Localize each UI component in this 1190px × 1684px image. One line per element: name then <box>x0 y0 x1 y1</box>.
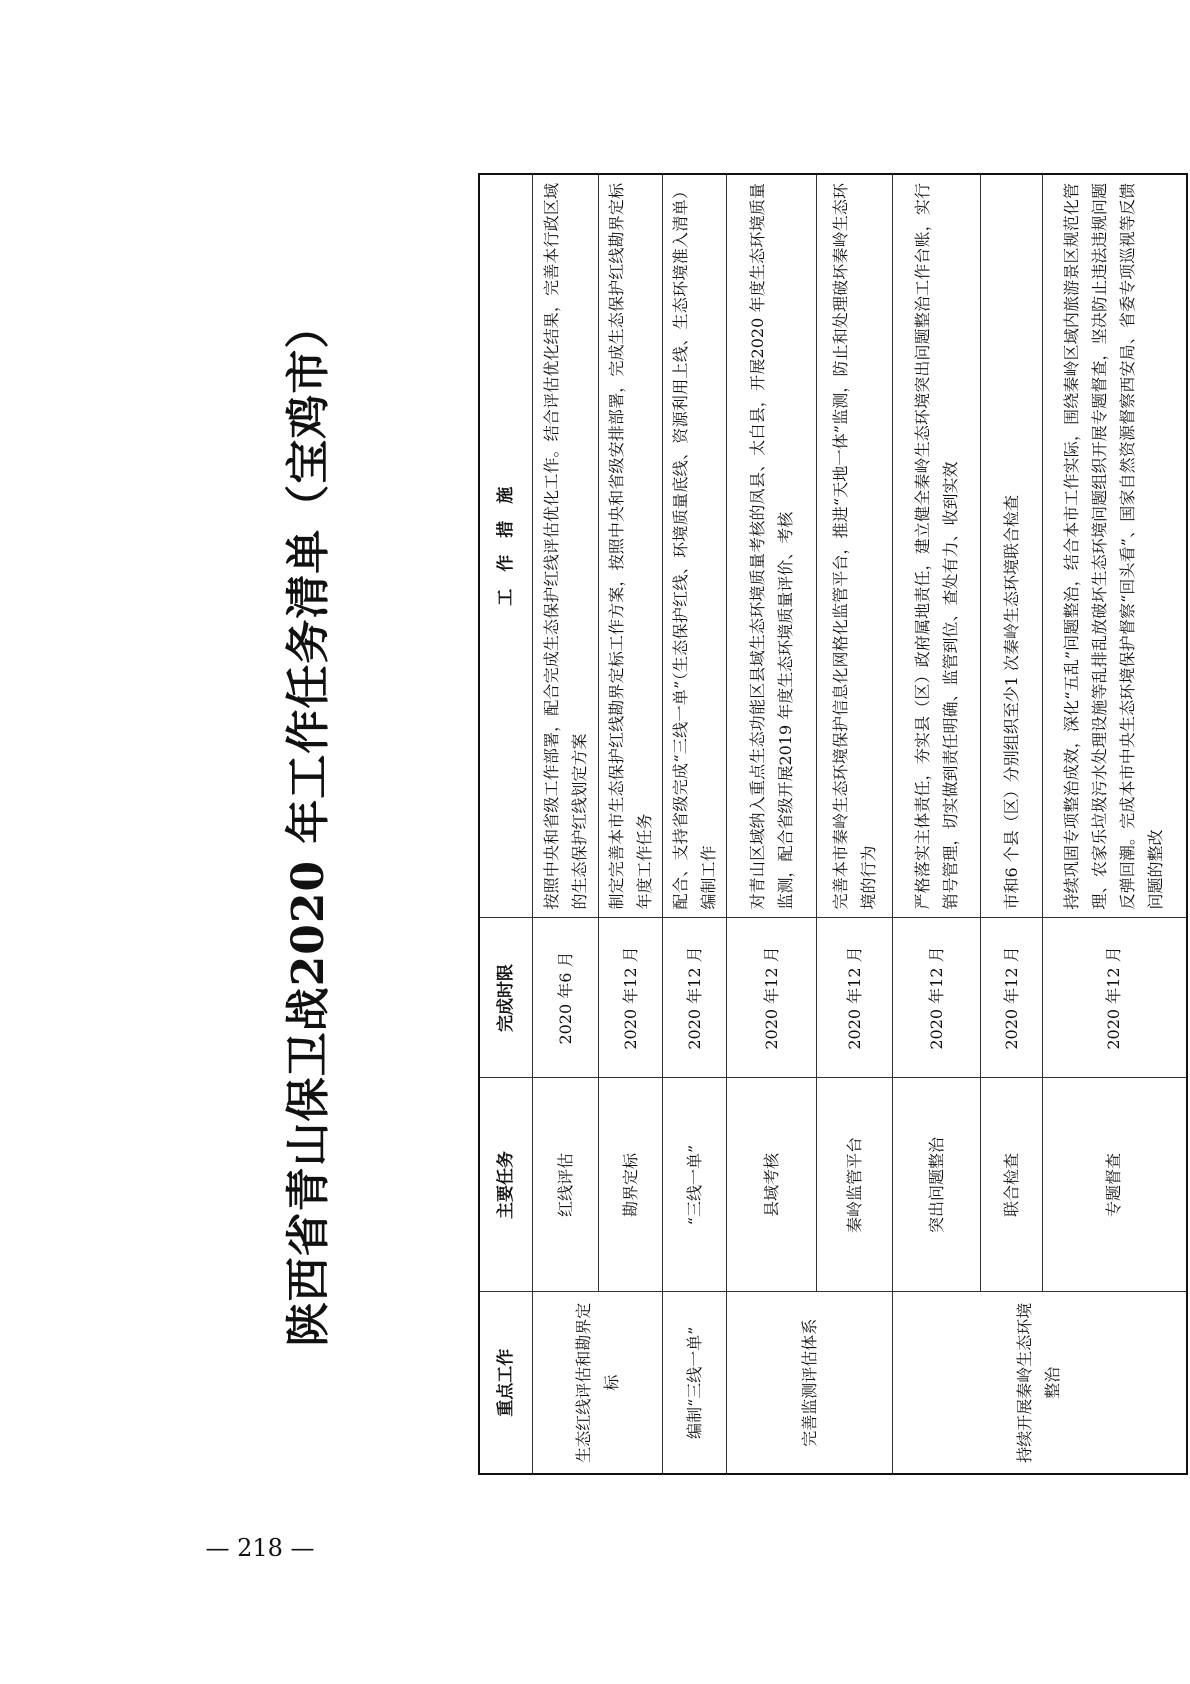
table-row <box>663 174 727 1474</box>
header-main-task: 主要任务 <box>479 1078 533 1292</box>
header-measures: 工 作 措 施 <box>479 174 533 918</box>
deadline-cell: 2020 年12 月 <box>893 918 981 1078</box>
main-task-cell: 勘界定标 <box>599 1078 663 1292</box>
main-task-cell: 突出问题整治 <box>893 1078 981 1292</box>
table-row <box>727 174 817 1474</box>
main-task-cell: “三线一单” <box>663 1078 727 1292</box>
table-row <box>981 174 1043 1474</box>
rotated-page-content <box>270 175 1166 1475</box>
page-number: — 218 — <box>205 1534 315 1562</box>
task-table <box>478 173 1188 1475</box>
measures-cell: 制定完善本市生态保护红线勘界定标工作方案，按照中央和省级安排部署，完成生态保护红线勘界定标年度工作任务 <box>599 174 663 918</box>
key-work-cell: 编制“三线一单” <box>663 1292 727 1474</box>
measures-cell: 按照中央和省级工作部署，配合完成生态保护红线评估优化工作。结合评估优化结果，完善本行政区域的生态保护红线划定方案 <box>533 174 599 918</box>
deadline-cell: 2020 年12 月 <box>817 918 893 1078</box>
table-row <box>817 174 893 1474</box>
table-row <box>1043 174 1187 1474</box>
deadline-cell: 2020 年12 月 <box>727 918 817 1078</box>
measures-cell: 完善本市秦岭生态环境保护信息化网格化监管平台，推进“天地一体”监测，防止和处理破坏秦岭生态环境的行为 <box>817 174 893 918</box>
deadline-cell: 2020 年12 月 <box>599 918 663 1078</box>
key-work-cell: 完善监测评估体系 <box>727 1292 893 1474</box>
header-deadline: 完成时限 <box>479 918 533 1078</box>
deadline-cell: 2020 年12 月 <box>981 918 1043 1078</box>
main-task-cell: 红线评估 <box>533 1078 599 1292</box>
deadline-cell: 2020 年12 月 <box>1043 918 1187 1078</box>
header-key-work: 重点工作 <box>479 1292 533 1474</box>
page-title: 陕西省青山保卫战2020 年工作任务清单（宝鸡市） <box>283 303 334 1347</box>
deadline-cell: 2020 年6 月 <box>533 918 599 1078</box>
measures-cell: 配合、支持省级完成“三线一单”（生态保护红线、环境质量底线、资源利用上线、生态环境准入清单）编制工作 <box>663 174 727 918</box>
table-row <box>599 174 663 1474</box>
main-task-cell: 专题督查 <box>1043 1078 1187 1292</box>
main-task-cell: 秦岭监管平台 <box>817 1078 893 1292</box>
table-row <box>893 174 981 1474</box>
table-row <box>533 174 599 1474</box>
main-task-cell: 县域考核 <box>727 1078 817 1292</box>
table-header-row <box>479 174 533 1474</box>
measures-cell: 严格落实主体责任，夯实县（区）政府属地责任，建立健全秦岭生态环境突出问题整治工作台账，实行销号管理，切实做到责任明确、监管到位、查处有力、收到实效 <box>893 174 981 918</box>
measures-cell: 对青山区域纳入重点生态功能区县域生态环境质量考核的凤县、太白县，开展2020 年度生态环境质量监测，配合省级开展2019 年度生态环境质量评价、考核 <box>727 174 817 918</box>
deadline-cell: 2020 年12 月 <box>663 918 727 1078</box>
main-task-cell: 联合检查 <box>981 1078 1043 1292</box>
measures-cell: 持续巩固专项整治成效，深化“五乱”问题整治，结合本市工作实际，围绕秦岭区域内旅游景区规范化管理、农家乐垃圾污水处理设施等乱排乱放破坏生态环境问题组织开展专题督查，坚决防止违法违规问题反弹回潮。完成本市中央生态环境保护督察“回头看”、国家自然资源督察西安局、省委专项巡视等反馈问题的整改 <box>1043 174 1187 918</box>
measures-cell: 市和6 个县（区）分别组织至少1 次秦岭生态环境联合检查 <box>981 174 1043 918</box>
key-work-cell: 生态红线评估和勘界定标 <box>533 1292 663 1474</box>
key-work-cell: 持续开展秦岭生态环境整治 <box>893 1292 1187 1474</box>
